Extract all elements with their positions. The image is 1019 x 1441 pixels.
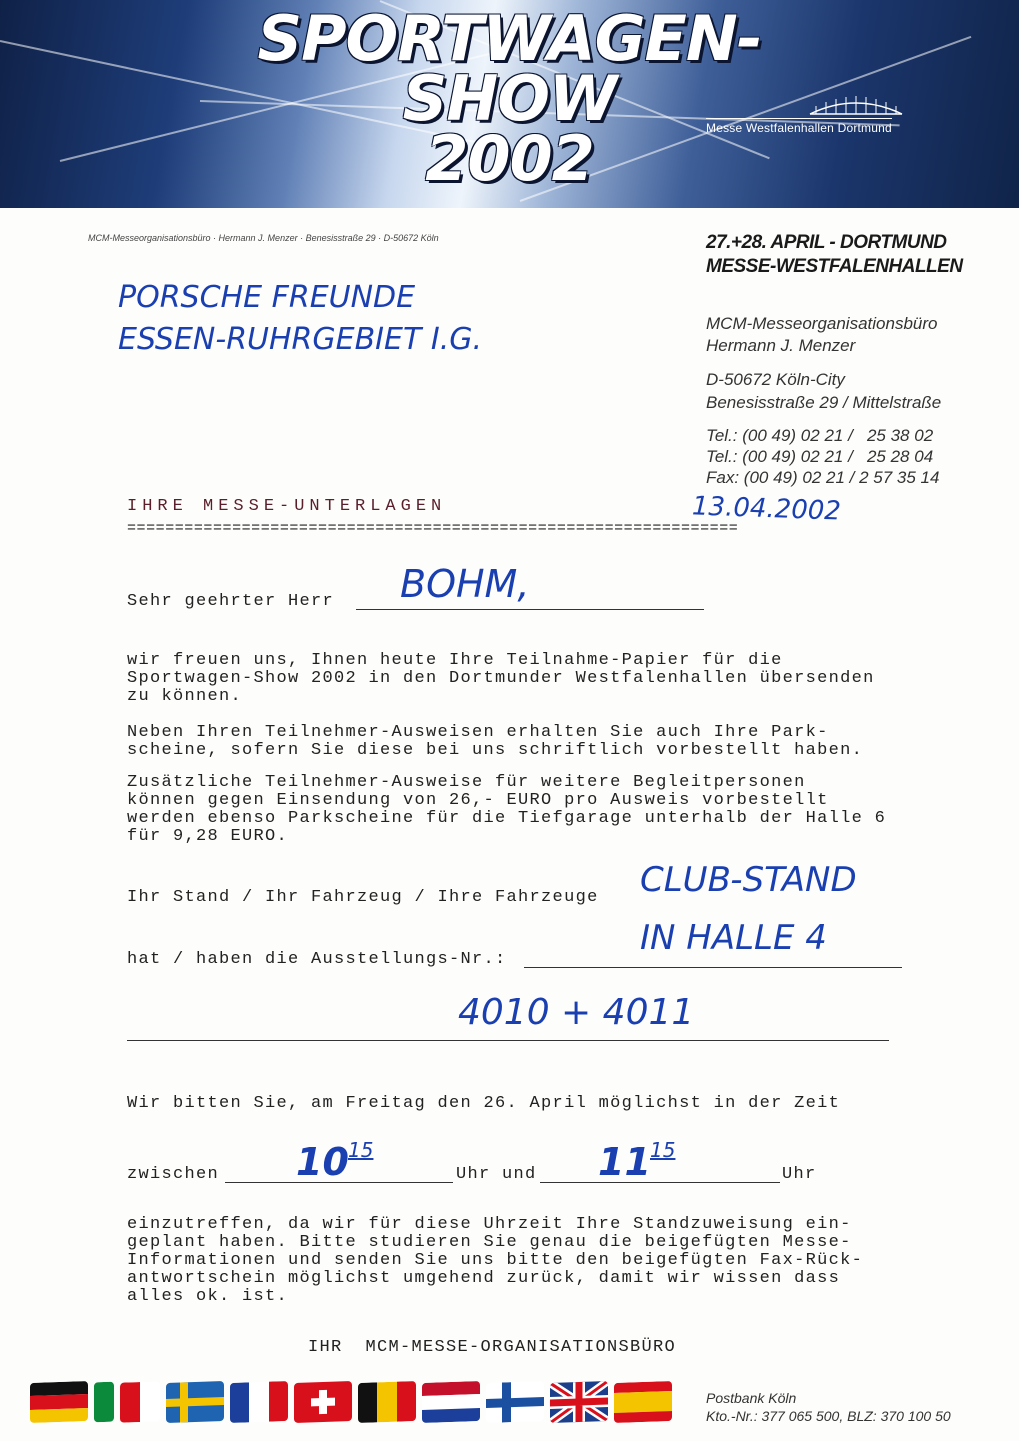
paragraph-line: Neben Ihren Teilnehmer-Ausweisen erhalten Sie auch Ihre Park- bbox=[127, 723, 829, 742]
letter-subject: IHRE MESSE-UNTERLAGEN bbox=[127, 497, 447, 516]
stand-handwritten: CLUB-STAND bbox=[640, 860, 857, 900]
banner-title-line1: SPORTWAGEN- bbox=[257, 2, 762, 75]
paragraph-1 bbox=[127, 652, 875, 706]
paragraph-line: können gegen Einsendung von 26,- EURO pro Ausweis vorbestellt bbox=[127, 791, 829, 810]
italy-flag-icon bbox=[94, 1382, 114, 1423]
banner-title-line3: 2002 bbox=[425, 122, 594, 195]
time-from-hours: 10 bbox=[296, 1140, 349, 1184]
letter-date: 13.04.2002 bbox=[691, 491, 842, 527]
paragraph-line: für 9,28 EURO. bbox=[127, 827, 289, 846]
switzerland-flag-icon bbox=[294, 1381, 352, 1423]
exhibit-numbers-line bbox=[127, 1040, 889, 1041]
germany-flag-icon bbox=[30, 1381, 88, 1423]
paragraph-4 bbox=[127, 1216, 863, 1306]
time-to-minutes: 15 bbox=[650, 1138, 676, 1162]
bank-account: Kto.-Nr.: 377 065 500, BLZ: 370 100 50 bbox=[706, 1408, 951, 1424]
paragraph-line: Informationen und senden Sie uns bitte den beigefügten Fax-Rück- bbox=[127, 1251, 864, 1270]
uhr-label: Uhr bbox=[782, 1165, 817, 1184]
france-flag-icon bbox=[230, 1381, 288, 1423]
sender-address-line: MCM-Messeorganisationsbüro · Hermann J. Menzer · Benesisstraße 29 · D-50672 Köln bbox=[88, 233, 439, 243]
paragraph-3 bbox=[127, 774, 886, 846]
paragraph-line: Sportwagen-Show 2002 in den Dortmunder Westfalenhallen übersenden bbox=[127, 669, 875, 688]
subject-separator: ================================================================ bbox=[127, 520, 739, 537]
flag-row bbox=[30, 1382, 672, 1424]
exhibit-number-line bbox=[524, 967, 902, 968]
paragraph-line: wir freuen uns, Ihnen heute Ihre Teilnahme-Papier für die bbox=[127, 651, 783, 670]
paragraph-line: werden ebenso Parkscheine für die Tiefgarage unterhalb der Halle 6 bbox=[127, 809, 887, 828]
netherlands-flag-icon bbox=[422, 1381, 480, 1423]
time-from-minutes: 15 bbox=[348, 1138, 374, 1162]
paragraph-line: geplant haben. Bitte studieren Sie genau die beigefügten Messe- bbox=[127, 1233, 852, 1252]
org-street: Benesisstraße 29 / Mittelstraße bbox=[706, 393, 942, 412]
between-label: zwischen bbox=[127, 1165, 220, 1184]
org-city: D-50672 Köln-City bbox=[706, 370, 845, 389]
paragraph-line: einzutreffen, da wir für diese Uhrzeit Ihre Standzuweisung ein- bbox=[127, 1215, 852, 1234]
hall-handwritten: IN HALLE 4 bbox=[640, 918, 827, 958]
closing-signature: IHR MCM-MESSE-ORGANISATIONSBÜRO bbox=[308, 1338, 677, 1357]
westfalenhallen-logo-icon bbox=[806, 92, 906, 116]
spain-flag-icon bbox=[614, 1381, 672, 1423]
belgium-flag-icon bbox=[358, 1381, 416, 1423]
org-fax: Fax: (00 49) 02 21 / 2 57 35 14 bbox=[706, 468, 940, 487]
recipient-line2: ESSEN-RUHRGEBIET I.G. bbox=[118, 322, 483, 357]
banner-title-line2: SHOW bbox=[402, 62, 617, 135]
bank-name: Postbank Köln bbox=[706, 1390, 797, 1406]
venue-logo-text: Messe Westfalenhallen Dortmund bbox=[706, 118, 892, 135]
time-to-line bbox=[540, 1182, 780, 1183]
paragraph-2 bbox=[127, 724, 863, 760]
red-white-flag-icon bbox=[120, 1381, 160, 1422]
header-banner bbox=[0, 0, 1019, 208]
event-date: 27.+28. APRIL - DORTMUND bbox=[706, 232, 947, 253]
paragraph-line: scheine, sofern Sie diese bei uns schriftlich vorbestellt haben. bbox=[127, 741, 864, 760]
stand-label: Ihr Stand / Ihr Fahrzeug / Ihre Fahrzeuge bbox=[127, 888, 599, 907]
recipient-name: BOHM, bbox=[400, 562, 530, 606]
org-tel1: Tel.: (00 49) 02 21 / 25 38 02 bbox=[706, 426, 934, 445]
time-to-hours: 11 bbox=[598, 1140, 651, 1184]
paragraph-line: alles ok. ist. bbox=[127, 1287, 289, 1306]
paragraph-line: Zusätzliche Teilnehmer-Ausweise für weitere Begleitpersonen bbox=[127, 773, 806, 792]
salutation: Sehr geehrter Herr bbox=[127, 592, 335, 611]
arrival-text: Wir bitten Sie, am Freitag den 26. April möglichst in der Zeit bbox=[127, 1094, 841, 1113]
sweden-flag-icon bbox=[166, 1381, 224, 1423]
org-name: MCM-Messeorganisationsbüro bbox=[706, 314, 938, 333]
exhibit-numbers-handwritten: 4010 + 4011 bbox=[458, 992, 695, 1033]
paragraph-line: antwortschein möglichst umgehend zurück, damit wir wissen dass bbox=[127, 1269, 841, 1288]
event-venue: MESSE-WESTFALENHALLEN bbox=[706, 256, 963, 277]
paragraph-line: zu können. bbox=[127, 687, 243, 706]
org-person: Hermann J. Menzer bbox=[706, 336, 856, 355]
org-tel2: Tel.: (00 49) 02 21 / 25 28 04 bbox=[706, 447, 934, 466]
name-underline bbox=[356, 609, 704, 610]
finland-flag-icon bbox=[486, 1381, 544, 1423]
exhibit-number-label: hat / haben die Ausstellungs-Nr.: bbox=[127, 950, 507, 969]
recipient-line1: PORSCHE FREUNDE bbox=[118, 280, 416, 315]
uhr-und-label: Uhr und bbox=[456, 1165, 537, 1184]
uk-flag-icon bbox=[550, 1381, 608, 1423]
